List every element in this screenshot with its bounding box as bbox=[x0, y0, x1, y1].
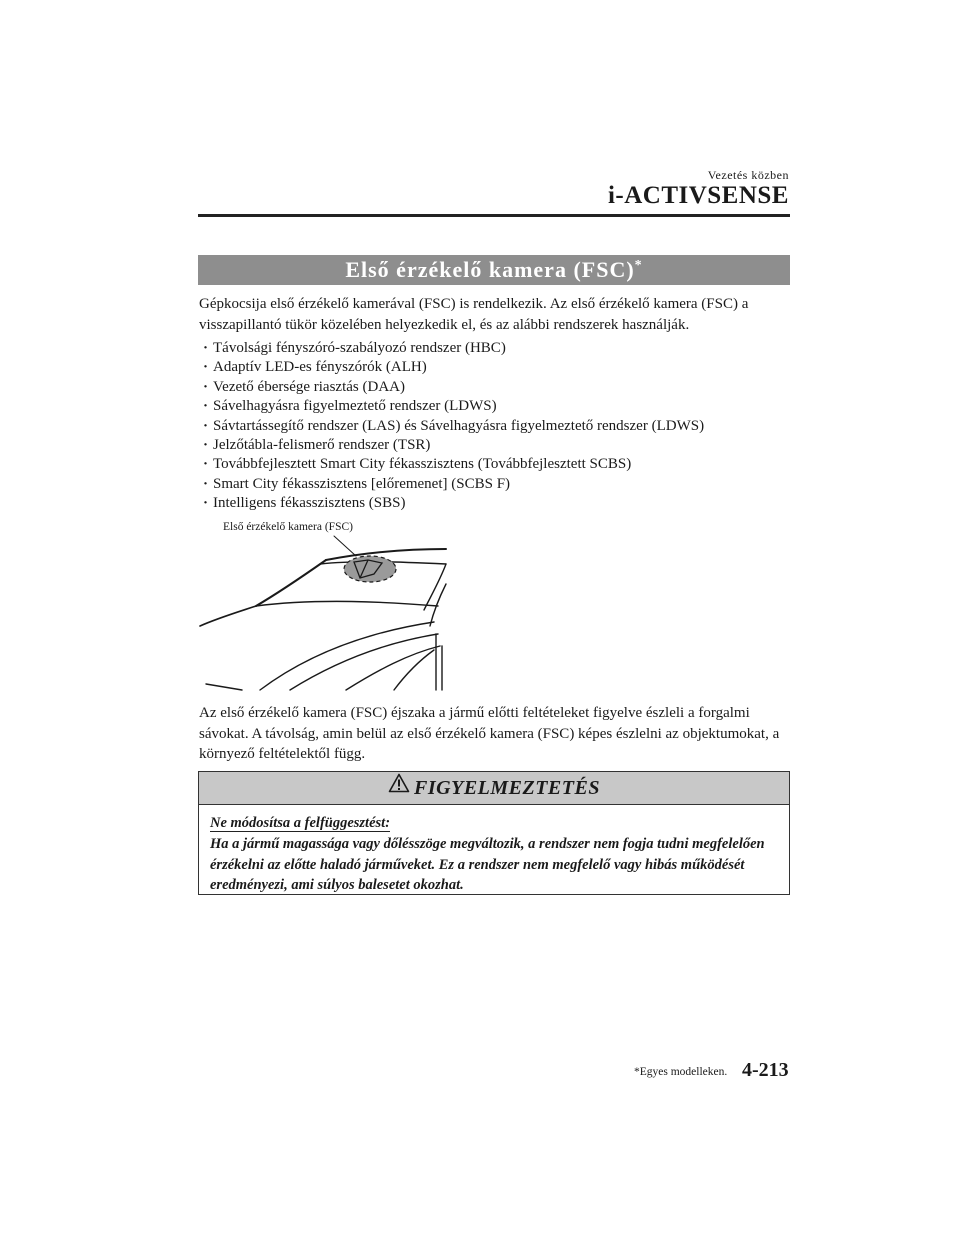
list-item: · Sávelhagyásra figyelmeztető rendszer (LDWS) bbox=[204, 397, 704, 416]
systems-list bbox=[204, 339, 704, 514]
section-asterisk: * bbox=[634, 258, 643, 273]
list-item: · Intelligens fékasszisztens (SBS) bbox=[204, 494, 704, 513]
roof-line bbox=[326, 549, 446, 560]
warning-header bbox=[199, 772, 789, 805]
hood-line bbox=[200, 606, 256, 626]
list-item: · Továbbfejlesztett Smart City fékasszisztens (Továbbfejlesztett SCBS) bbox=[204, 455, 704, 474]
section-title-bar bbox=[198, 255, 790, 285]
warning-triangle-icon bbox=[388, 771, 410, 803]
warning-heading: FIGYELMEZTETÉS bbox=[414, 777, 600, 799]
right-pillar bbox=[424, 564, 446, 610]
list-item: · Sávtartássegítő rendszer (LAS) és Sávelhagyásra figyelmeztető rendszer (LDWS) bbox=[204, 417, 704, 436]
hood-curve-2 bbox=[290, 634, 438, 690]
warning-text: Ha a jármű magassága vagy dőlésszöge megváltozik, a rendszer nem fogja tudni megfelelően érzékelni az előtte haladó járműveket. Ez a rendszer nem megfelelő vagy hibás működését eredményezi, ami súlyos balesetet okozhat. bbox=[210, 836, 765, 893]
detection-paragraph: Az első érzékelő kamera (FSC) éjszaka a jármű előtti feltételeket figyelve észleli a forgalmi sávokat. A távolság, amin belül az első érzékelő kamera (FSC) képes észlelni az objektumokat, a környező feltételektől függ. bbox=[199, 705, 780, 762]
footnote: *Egyes modelleken. bbox=[634, 1066, 728, 1078]
header-rule bbox=[198, 214, 790, 217]
warning-box bbox=[198, 771, 790, 895]
hood-curve-1 bbox=[260, 622, 434, 690]
windshield-bottom bbox=[256, 601, 438, 606]
chapter-label: Vezetés közben bbox=[707, 168, 789, 182]
windshield-camera-illustration bbox=[198, 514, 468, 694]
warning-subheading: Ne módosítsa a felfüggesztést: bbox=[210, 815, 391, 831]
page-header-title: i-ACTIVSENSE bbox=[607, 182, 789, 209]
leader-line bbox=[334, 536, 356, 556]
list-item: · Vezető ébersége riasztás (DAA) bbox=[204, 378, 704, 397]
page-number: 4-213 bbox=[742, 1059, 789, 1081]
list-item: · Távolsági fényszóró-szabályozó rendszer (HBC) bbox=[204, 339, 704, 358]
list-item: · Smart City fékasszisztens [előremenet] (SCBS F) bbox=[204, 475, 704, 494]
hood-curve-3 bbox=[346, 646, 440, 690]
figure-label: Első érzékelő kamera (FSC) bbox=[223, 521, 353, 533]
intro-paragraph: Gépkocsija első érzékelő kamerával (FSC) is rendelkezik. Az első érzékelő kamera (FSC) a visszapillantó tükör közelében helyezkedik el, és az alábbi rendszerek használják. bbox=[199, 296, 749, 333]
a-pillar bbox=[256, 560, 326, 606]
list-item: · Jelzőtábla-felismerő rendszer (TSR) bbox=[204, 436, 704, 455]
hood-curve-4 bbox=[394, 650, 434, 690]
bottom-line bbox=[206, 684, 242, 690]
list-item: · Adaptív LED-es fényszórók (ALH) bbox=[204, 358, 704, 377]
warning-content bbox=[199, 805, 789, 896]
section-title: Első érzékelő kamera (FSC) bbox=[345, 257, 635, 282]
